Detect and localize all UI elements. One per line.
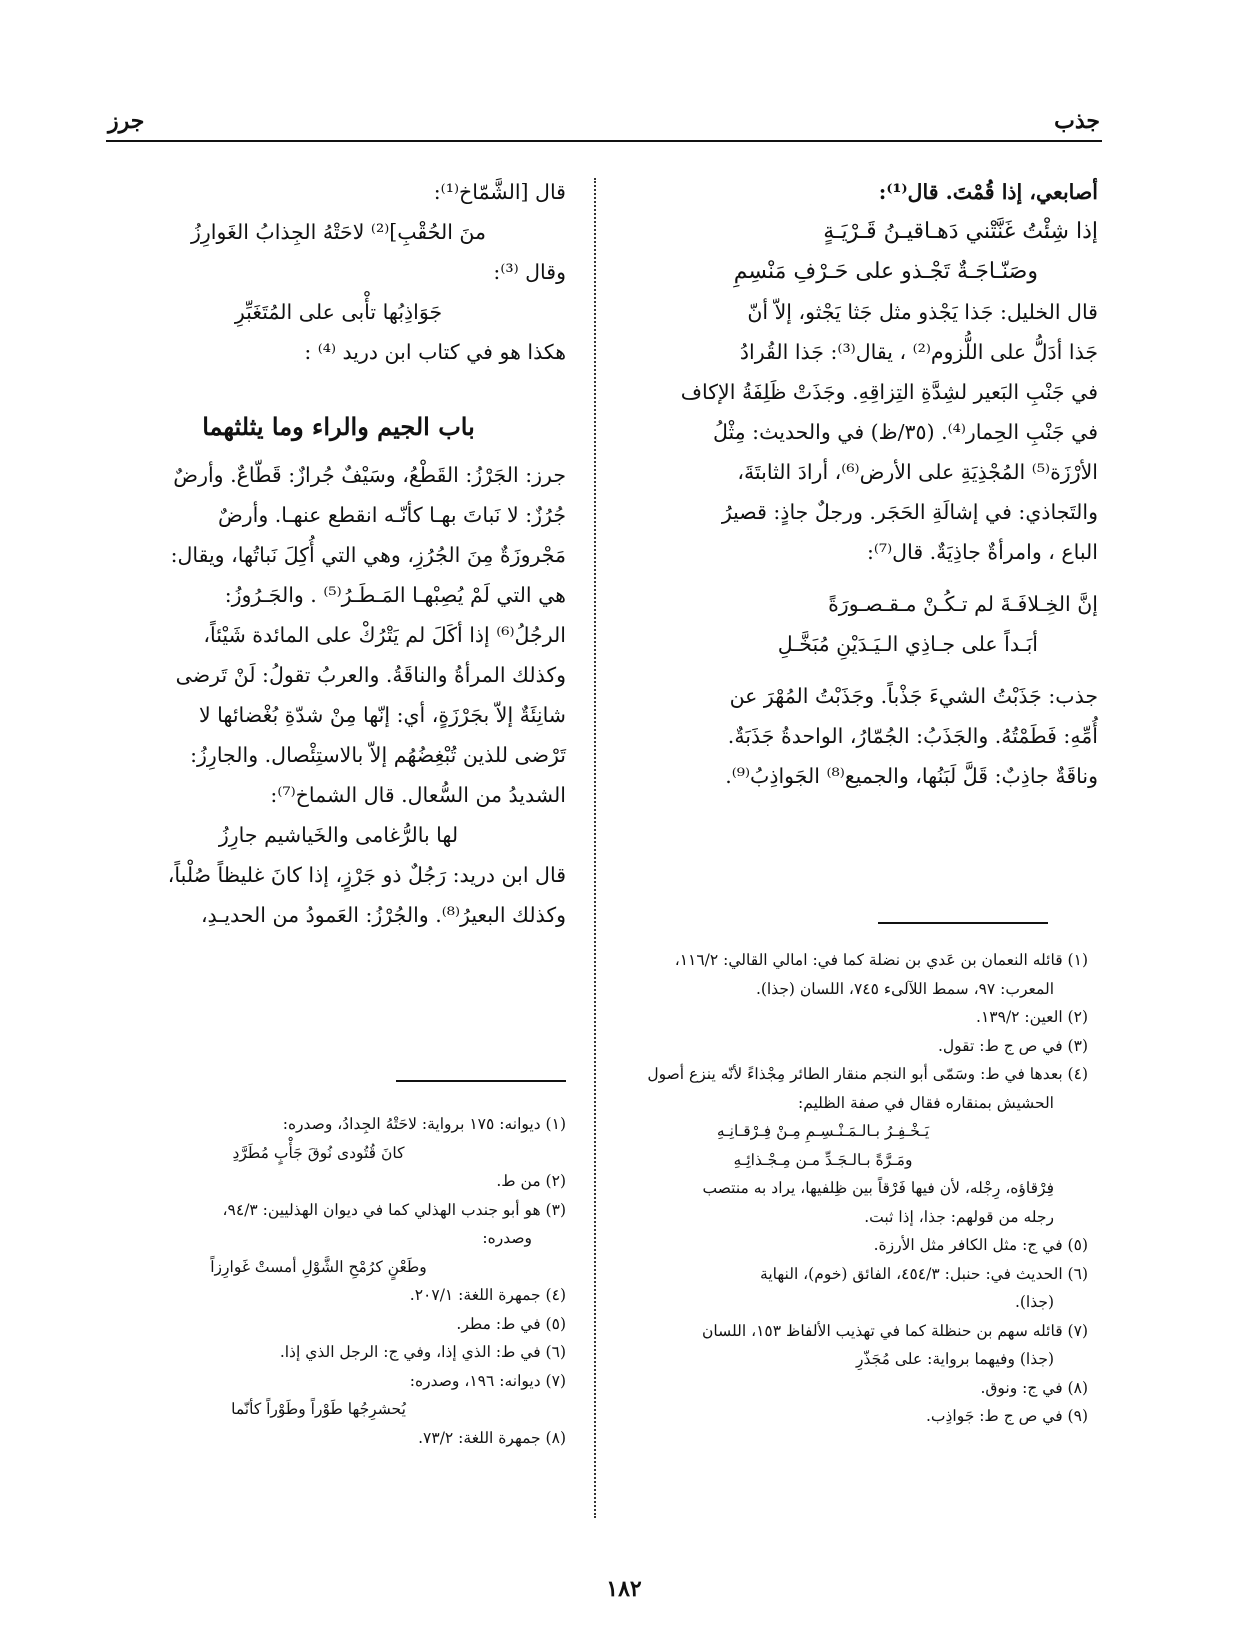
footnote-cont: (جذا) وفيهما برواية: على مُجَذّرِ (856, 1350, 1054, 1368)
verse-line: منَ الحُقْبِ]⁽²⁾ لاحَتْهُ الجِذابُ الغَوارِزُ (190, 220, 486, 244)
footnote: (٩) في ص ج ط: جَواذِب. (925, 1407, 1088, 1425)
text-line: أُمِّهِ: فَطَمْتُهُ. والجَذَبُ: الجُمّارُ، الواحدةُ جَذَبَةٌ. (727, 724, 1098, 748)
text-line: والتَجاذي: في إشالَةِ الحَجَر. ورجلٌ جاذٍ: قصيرُ (721, 500, 1098, 524)
footnote: (٥) في ج: مثل الكافر مثل الأرزة. (873, 1236, 1088, 1254)
verse-line: أبَـداً على جـاذِي الـيَـدَيْنِ مُبَخَّـلِ (777, 632, 1038, 656)
footnote: (٨) في ج: ونوق. (980, 1378, 1088, 1397)
text-line: وكذلك البعيرُ⁽⁸⁾. والجُرْزُ: العَمودُ من الحديـدِ، (200, 903, 566, 927)
footnote: (٣) في ص ج ط: تقول. (937, 1036, 1088, 1055)
footnote-cont: فِرْقاؤه، رِجْله، لأن فيها فَرْقاً بين ظِلفيها، يراد به منتصب (702, 1179, 1054, 1197)
footnote-rule-right (878, 922, 1048, 924)
footnote: (١) قائله النعمان بن عَدي بن نضلة كما في: امالي القالي: ١١٦/٢، (674, 951, 1088, 969)
right-column (598, 172, 1098, 796)
text-line: مَجْروزَةٌ مِنَ الجُرُزِ، وهي التي أُكِلَ نَباتُها، ويقال: (170, 543, 566, 567)
footnote-verse: يَـخْـفِـرُ بـالـمَـنْـسِـمِ مِـنْ فِـرْقـانِـهِ (716, 1122, 930, 1140)
text-line: جَذا أدَلُّ على اللُّزوم⁽²⁾ ، يقال⁽³⁾: جَذا القُرادُ (739, 340, 1098, 364)
footnote-verse: كانَ قُتُودى نُوقَ جَأْبٍ مُطَرَّدِ (232, 1143, 405, 1162)
footnote-rule-left (396, 1080, 566, 1082)
footnote-verse: وطَعْنٍ كرُمْحِ الشَّوْلِ أمستْ غَوارِزاً (210, 1257, 427, 1276)
running-header (108, 108, 1100, 138)
column-separator (594, 178, 596, 1518)
text-line: هكذا هو في كتاب ابن دريد ⁽⁴⁾ : (304, 340, 566, 364)
footnote: (٢) من ط. (496, 1172, 566, 1190)
entry-jadhab-line: جذب: جَذَبْتُ الشيءَ جَذْباً. وجَذَبْتُ المُهْرَ عن (729, 684, 1098, 708)
footnote: (٧) ديوانه: ١٩٦، وصدره: (409, 1371, 566, 1390)
header-right-root: جذب (1054, 108, 1100, 134)
verse-line: إنَّ الخِـلافَـةَ لم تـكُـنْ مـقـصـورَةً (828, 592, 1098, 616)
text-line: أصابعي، إذا قُمْتَ. قال⁽¹⁾: (878, 180, 1098, 204)
footnote-cont: المعرب: ٩٧، سمط اللآلىء ٧٤٥، اللسان (جذا). (755, 979, 1054, 998)
footnote-verse: ومَـرَّةً بـالـجَـدِّ مـن مِـجْـذائِـهِ (733, 1150, 913, 1169)
verse-line: لها بالرُّغامى والخَياشيم جارِزُ (218, 823, 459, 847)
footnote-cont: (جذا). (1014, 1293, 1054, 1311)
text-line: قال [الشَّمّاخ⁽¹⁾: (433, 180, 566, 204)
header-left-root: جرز (108, 108, 145, 134)
text-line: شانِئَةٌ إلاّ بجَرْزَةٍ، أي: إنّها مِنْ شدّةِ بُغْضائها لا (198, 703, 566, 727)
text-line: هي التي لَمْ يُصِبْهـا المَـطَـرُ⁽⁵⁾ . والجَـرُوزُ: (224, 583, 566, 607)
footnote: (٦) في ط: الذي إذا، وفي ج: الرجل الذي إذا. (279, 1343, 566, 1361)
footnote-cont: رجله من قولهم: جذا، إذا ثبت. (864, 1207, 1054, 1226)
footnote: (١) ديوانه: ١٧٥ برواية: لاحَتْهُ الجِدادُ، وصدره: (282, 1115, 566, 1133)
text-line: وناقَةٌ جاذِبٌ: قَلَّ لَبَنُها، والجميع⁽⁸⁾ الجَواذِبُ⁽⁹⁾. (725, 764, 1098, 788)
text-line: الشديدُ من السُّعال. قال الشماخ⁽⁷⁾: (270, 783, 566, 807)
footnote-cont: الحشيش بمنقاره فقال في صفة الظليم: (797, 1093, 1054, 1112)
header-rule (106, 140, 1102, 142)
entry-jarz-line: جرز: الجَرْزُ: القَطْعُ، وسَيْفٌ جُرازٌ: قَطّاعٌ. وأرضٌ (173, 463, 566, 487)
text-line: وقال ⁽³⁾: (493, 260, 566, 284)
footnote: (٣) هو أبو جندب الهذلي كما في ديوان الهذليين: ٩٤/٣، (222, 1200, 566, 1219)
text-line: الأرْزَة⁽⁵⁾ المُجْذِيَةِ على الأرض⁽⁶⁾، أرادَ الثابتَةَ، (737, 460, 1098, 484)
footnote: (٢) العين: ١٣٩/٢. (976, 1008, 1088, 1026)
footnote-verse: يُحشرِجُها طَوْراً وطَوْراً كأنّما (231, 1400, 406, 1418)
text-line: الباع ، وامرأةٌ جاذِيَةٌ. قال⁽⁷⁾: (866, 540, 1098, 564)
verse-line: جَوَاذِبُها تأْبى على المُتَغَبِّرِ (234, 300, 443, 324)
text-line: جُرُزٌ: لا نَباتَ بهـا كأنّـه انقطع عنهـا. وأرضٌ (217, 503, 566, 527)
section-title: باب الجيم والراء وما يثلثهما (202, 412, 475, 441)
text-line: قال الخليل: جَذا يَجْذو مثل جَثا يَجْثو، إلاّ أنّ (747, 300, 1098, 324)
footnote: (٥) في ط: مطر. (456, 1314, 566, 1333)
text-line: تَرْضى للذين تُبْغِضُهُم إلاّ بالاستِئْصال. والجارِزُ: (190, 743, 566, 767)
footnotes-right (598, 946, 1088, 1431)
left-column (111, 172, 566, 935)
footnote: (٦) الحديث في: حنبل: ٤٥٤/٣، الفائق (خوم)، النهاية (760, 1264, 1088, 1283)
page-number: ١٨٢ (606, 1576, 642, 1602)
verse-line: وصَنّـاجَـةٌ تَجْـذو على حَـرْفِ مَنْسِمِ (733, 259, 1038, 284)
footnote: (٤) جمهرة اللغة: ٢٠٧/١. (409, 1286, 566, 1304)
text-line: وكذلك المرأةُ والناقَةُ. والعربُ تقولُ: لَنْ تَرضى (175, 663, 566, 687)
footnote: (٨) جمهرة اللغة: ٧٣/٢. (418, 1428, 566, 1447)
verse-line: إذا شِئْتُ غَنَّتْني دَهـاقيـنُ قَـرْيَـةٍ (823, 219, 1098, 244)
footnote-cont: وصدره: (482, 1229, 532, 1247)
text-line: في جَنْبِ الحِمار⁽⁴⁾. (٣٥/ظ) في والحديث: مِثْلُ (712, 420, 1098, 444)
text-line: الرجُلُ⁽⁶⁾ إذا أكَلَ لم يَتْرُكْ على المائدة شَيْئاً، (203, 623, 566, 647)
text-line: قال ابن دريد: رَجُلٌ ذو جَرْزٍ، إذا كانَ غليظاً صُلْباً، (167, 863, 566, 887)
footnotes-left (111, 1110, 566, 1452)
footnote: (٤) بعدها في ط: وسَمّى أبو النجم منقار الطائر مِجْذاءً لأنّه ينزع أصول (647, 1065, 1088, 1083)
text-line: في جَنْبِ البَعير لشِدَّةِ التِزاقِهِ. وجَذَتْ ظَلِفَةُ الإكاف (680, 380, 1098, 404)
footnote: (٧) قائله سهم بن حنظلة كما في تهذيب الألفاظ ١٥٣، اللسان (702, 1321, 1088, 1340)
